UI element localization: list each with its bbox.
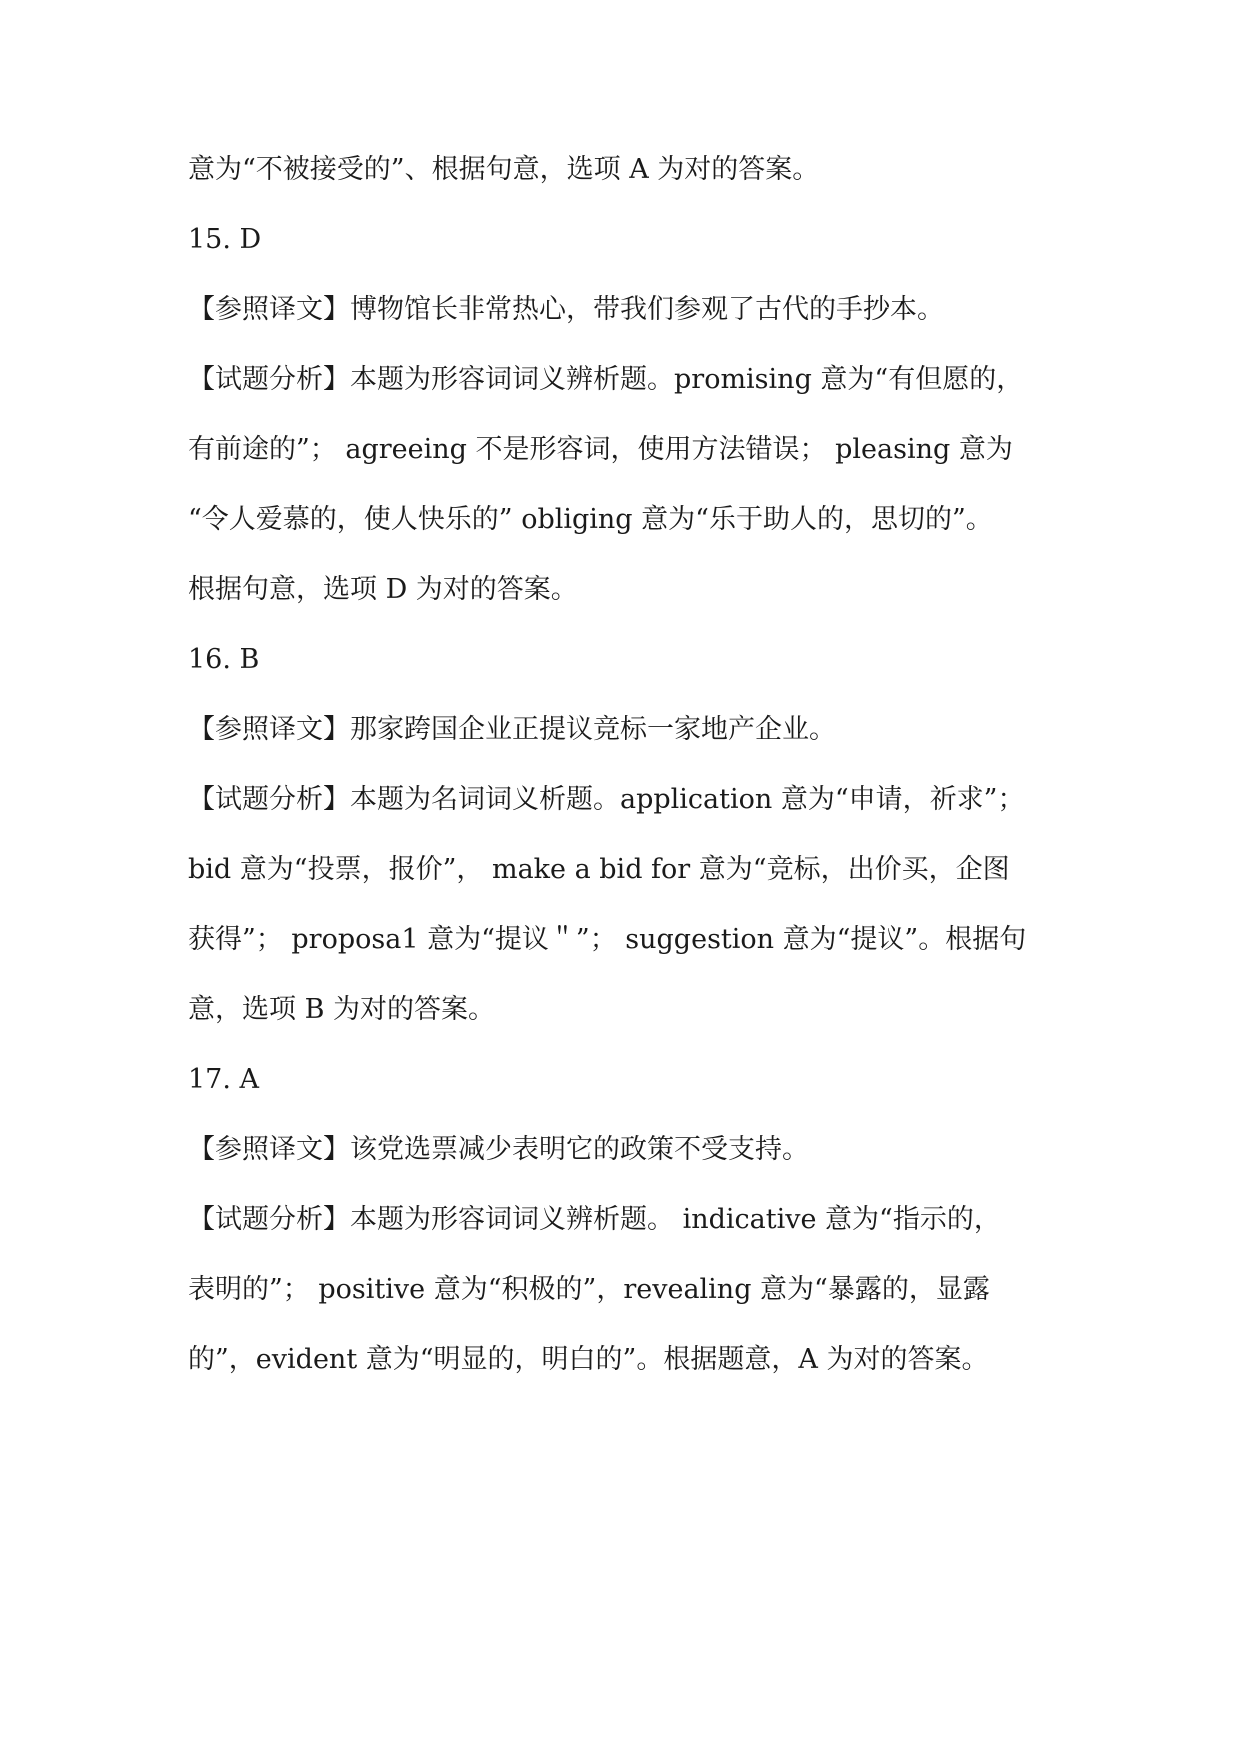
answer-17: 17. A	[188, 1064, 260, 1095]
analysis-16-line-1: 【试题分析】本题为名词词义析题。application 意为“申请，祈求”；	[188, 784, 1025, 815]
analysis-15-line-1: 【试题分析】本题为形容词词义辨析题。promising 意为“有但愿的，	[188, 364, 1024, 395]
analysis-17-line-2: 表明的”； positive 意为“积极的”，revealing 意为“暴露的，显露	[188, 1274, 990, 1305]
translation-15: 【参照译文】博物馆长非常热心，带我们参观了古代的手抄本。	[188, 294, 944, 325]
analysis-17-line-1: 【试题分析】本题为形容词词义辨析题。 indicative 意为“指示的，	[188, 1204, 1001, 1235]
text-line-1: 意为“不被接受的”、根据句意，选项 A 为对的答案。	[188, 154, 820, 185]
translation-16: 【参照译文】那家跨国企业正提议竞标一家地产企业。	[188, 714, 836, 745]
analysis-16-line-3: 获得”； proposa1 意为“提议＂”； suggestion 意为“提议”。根据句	[188, 924, 1027, 955]
analysis-16-line-4: 意，选项 B 为对的答案。	[188, 994, 496, 1025]
analysis-16-line-2: bid 意为“投票，报价”， make a bid for 意为“竞标，出价买，企图	[188, 854, 1010, 885]
translation-17: 【参照译文】该党选票减少表明它的政策不受支持。	[188, 1134, 809, 1165]
analysis-15-line-4: 根据句意，选项 D 为对的答案。	[188, 574, 578, 605]
answer-15: 15. D	[188, 224, 262, 255]
analysis-15-line-3: “令人爱慕的，使人快乐的” obliging 意为“乐于助人的，思切的”。	[188, 504, 993, 535]
answer-16: 16. B	[188, 644, 260, 675]
analysis-17-line-3: 的”，evident 意为“明显的，明白的”。根据题意，A 为对的答案。	[188, 1344, 989, 1375]
analysis-15-line-2: 有前途的”； agreeing 不是形容词，使用方法错误； pleasing 意为	[188, 434, 1013, 465]
